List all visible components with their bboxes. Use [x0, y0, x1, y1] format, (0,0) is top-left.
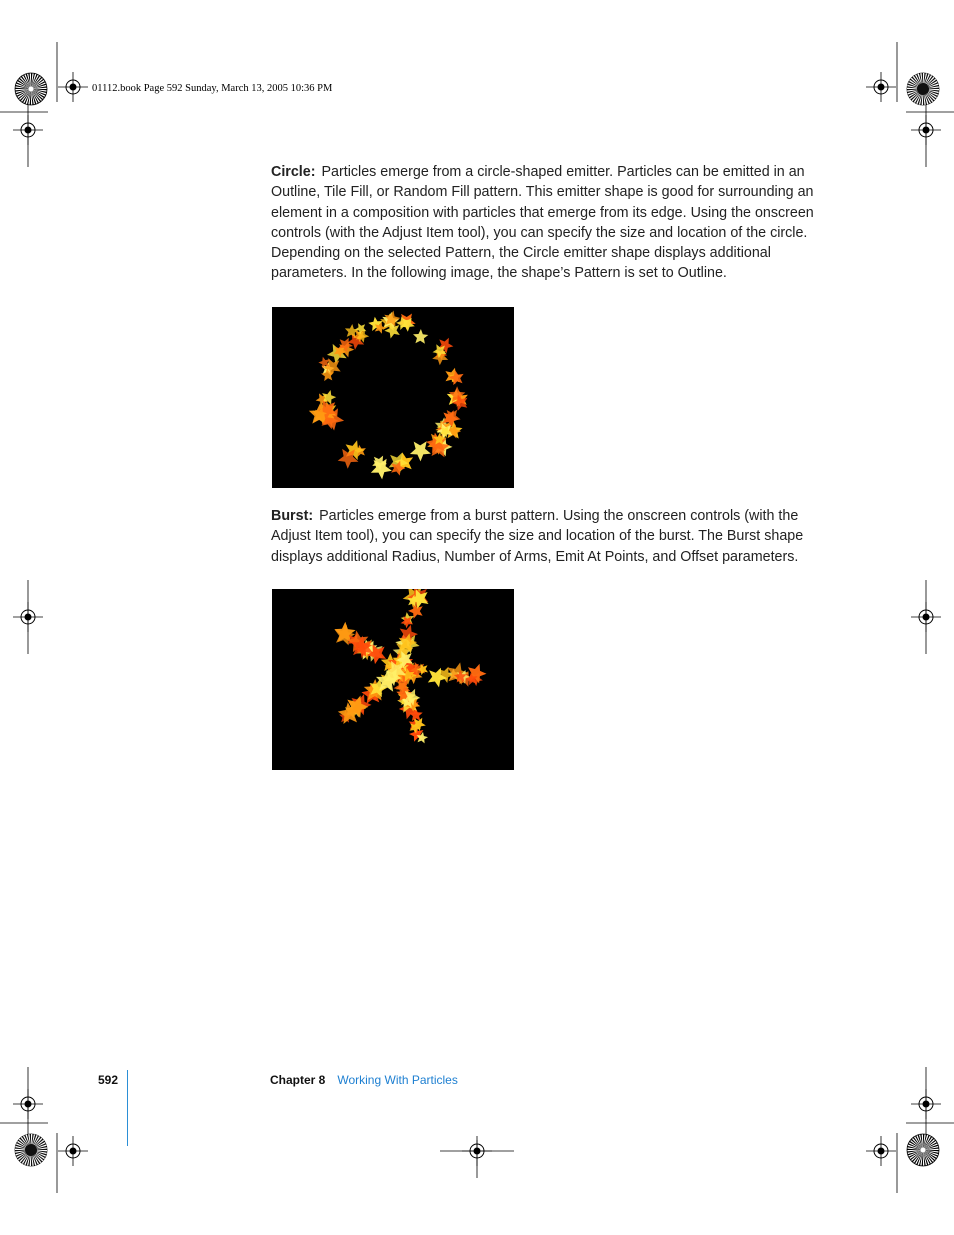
- footer-divider: [127, 1070, 128, 1146]
- chapter-title: Working With Particles: [337, 1073, 458, 1087]
- crosshair-circle-icon: [911, 1089, 941, 1119]
- star-particle: [428, 668, 447, 688]
- crosshair-circle-icon: [866, 1136, 896, 1166]
- crosshair-circle-icon: [13, 1089, 43, 1119]
- circle-description: [271, 162, 831, 284]
- circle-emitter-image: [272, 307, 514, 488]
- footer-chapter: [270, 1073, 458, 1087]
- chapter-label: Chapter 8: [270, 1073, 326, 1087]
- print-slug: 01112.book Page 592 Sunday, March 13, 2005 10:36 PM: [92, 83, 333, 94]
- crosshair-circle-icon: [911, 115, 941, 145]
- crosshair-circle-icon: [58, 1136, 88, 1166]
- starburst-target-icon: [906, 72, 940, 106]
- crosshair-circle-icon: [58, 72, 88, 102]
- starburst-target-icon: [906, 1133, 940, 1167]
- crosshair-circle-icon: [866, 72, 896, 102]
- burst-text: Particles emerge from a burst pattern. Using the onscreen controls (with the Adjust Item tool), you can specify the size and location of the burst. The Burst shape displays additional Radius, Number of Arms, Emit At Points, and Offset parameters.: [271, 508, 804, 565]
- star-particle: [410, 441, 431, 461]
- starburst-target-icon: [14, 72, 48, 106]
- burst-emitter-image: [272, 589, 514, 770]
- star-particle: [449, 370, 464, 385]
- starburst-target-icon: [14, 1133, 48, 1167]
- crosshair-circle-icon: [13, 602, 43, 632]
- burst-term: Burst:: [271, 508, 314, 524]
- crosshair-circle-icon: [462, 1136, 492, 1166]
- burst-description: [271, 506, 831, 567]
- star-particle: [413, 329, 428, 344]
- page-number: 592: [98, 1073, 119, 1087]
- crosshair-circle-icon: [911, 602, 941, 632]
- circle-term: Circle:: [271, 164, 316, 180]
- crosshair-circle-icon: [13, 115, 43, 145]
- circle-text: Particles emerge from a circle-shaped emitter. Particles can be emitted in an Outline, Tile Fill, or Random Fill pattern. This emitter shape is good for surrounding an element in a composition with particles that emerge from its edge. Using the onscreen controls (with the Adjust Item tool), you can specify the size and location of the circle. Depending on the selected Pattern, the Circle emitter shape displays additional parameters. In the following image, the shape’s Pattern is set to Outline.: [271, 164, 814, 282]
